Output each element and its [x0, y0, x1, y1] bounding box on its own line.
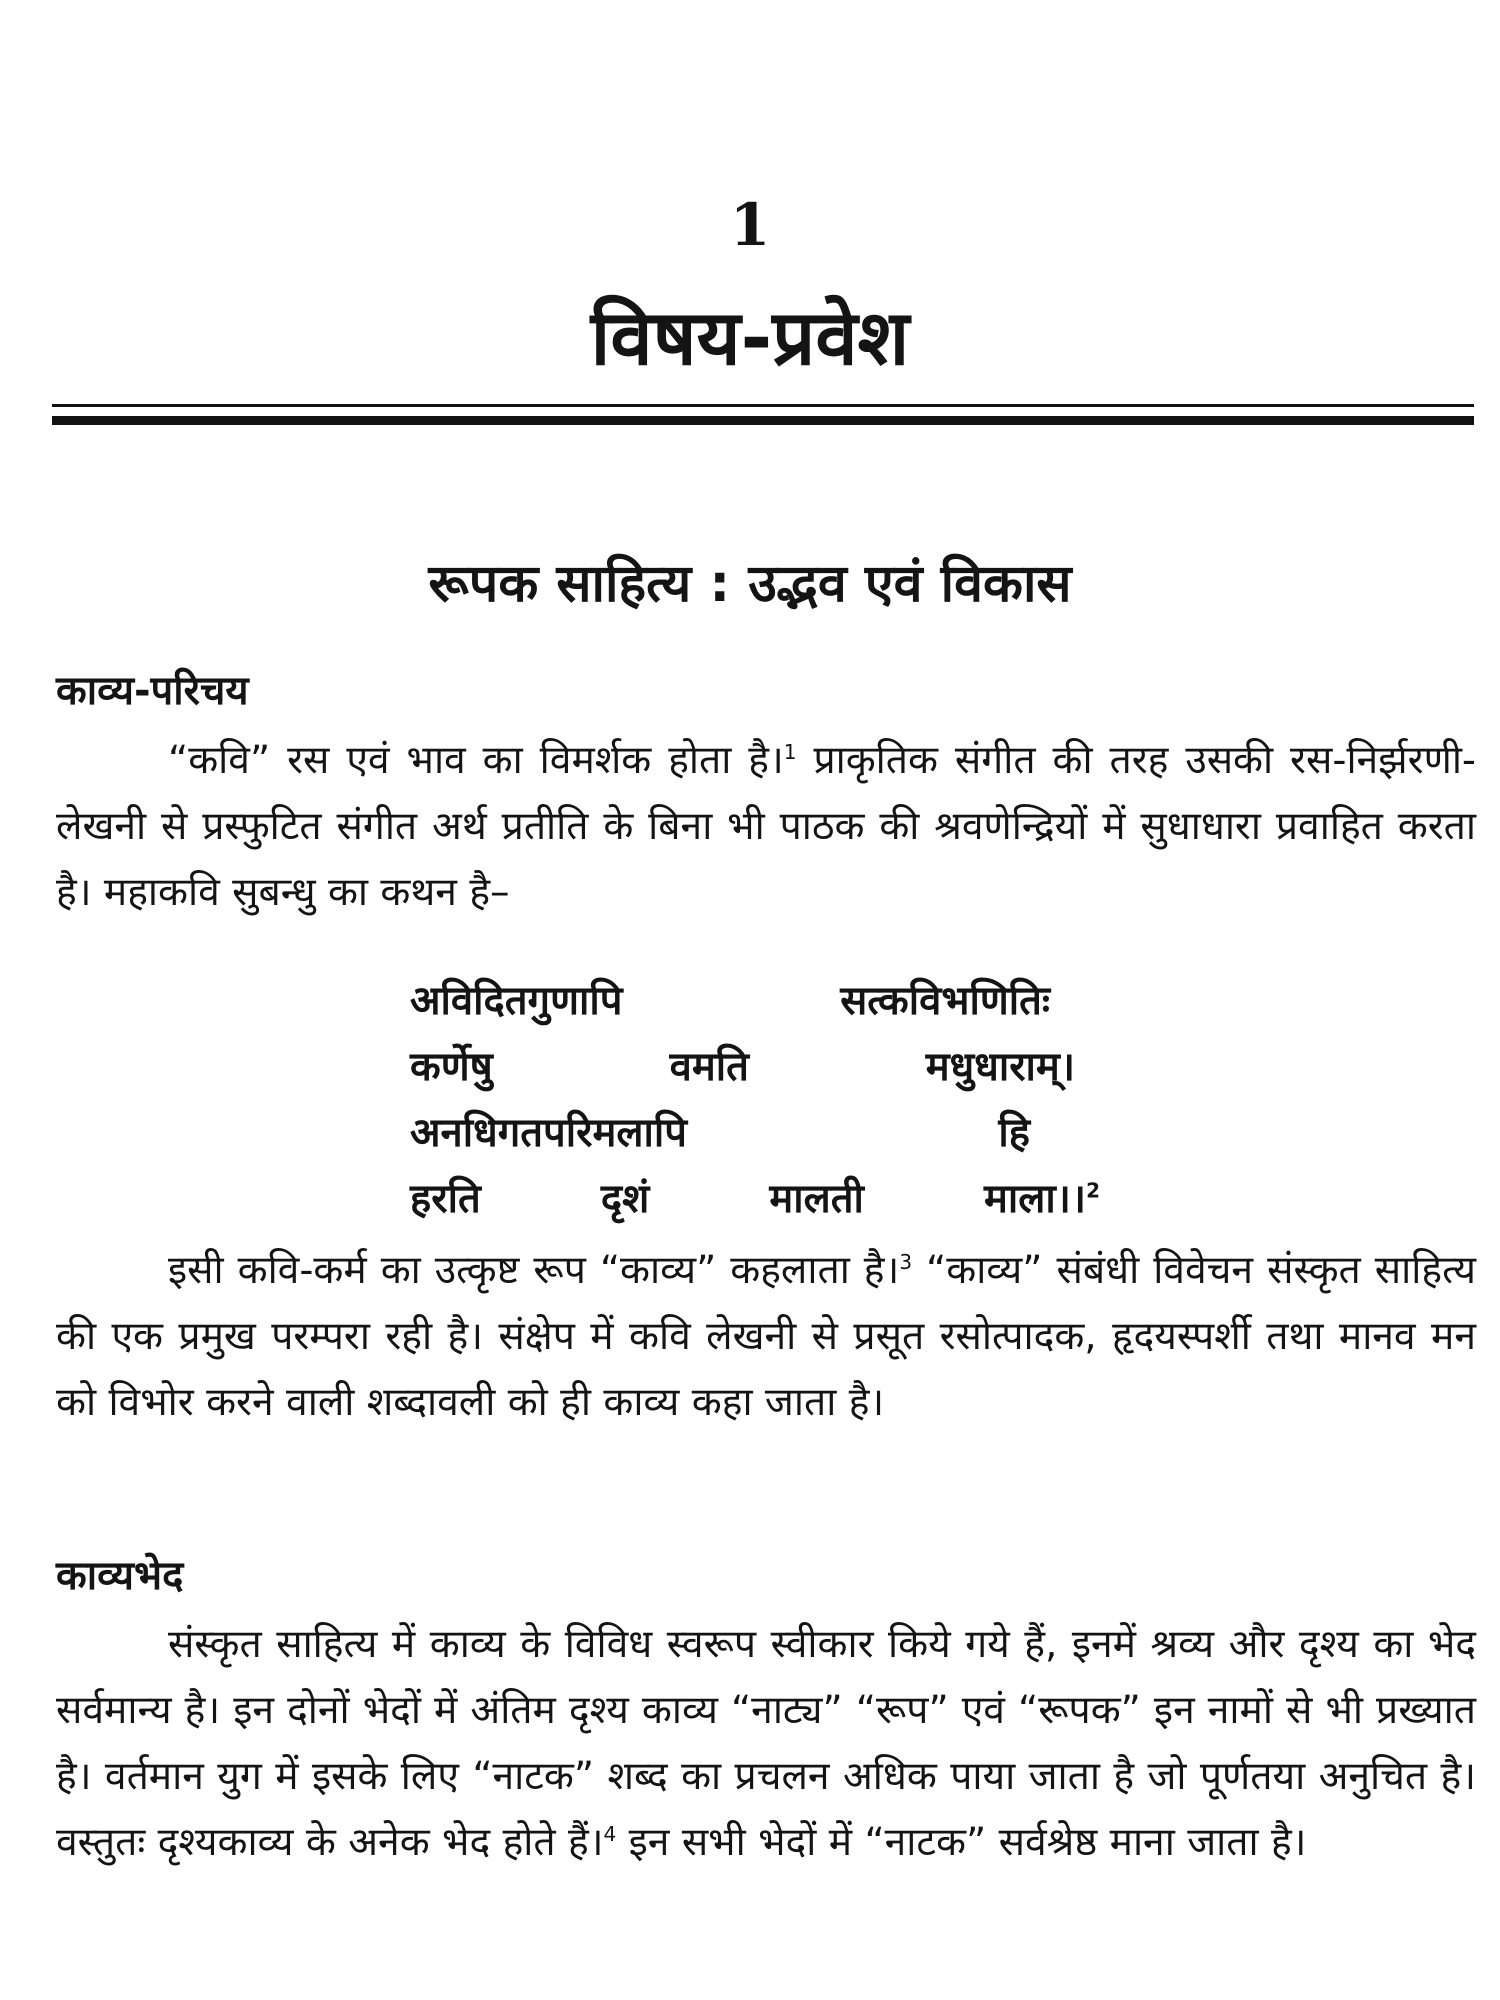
- footnote-ref: 4: [603, 1822, 617, 1846]
- paragraph-text: “काव्य” संबंधी विवेचन संस्कृत साहित्य की एक प्रमुख परम्परा रही है। संक्षेप में कवि लेखनी से प्रसूत रसोत्पादक, हृदयस्पर्शी तथा मानव मन को विभोर करने वाली शब्दावली को ही काव्य कहा जाता है।: [56, 1248, 1476, 1425]
- paragraph-text: इसी कवि-कर्म का उत्कृष्ट रूप “काव्य” कहलाता है।: [168, 1248, 900, 1293]
- footnote-ref: 1: [783, 740, 797, 764]
- verse-word: मालती: [769, 1176, 864, 1222]
- title-rule-thin: [52, 404, 1474, 407]
- verse-word: हि: [998, 1110, 1030, 1156]
- footnote-ref: 3: [899, 1250, 913, 1274]
- paragraph-text: संस्कृत साहित्य में काव्य के विविध स्वरूप स्वीकार किये गये हैं, इनमें श्रव्य और दृश्य का भेद सर्वमान्य है। इन दोनों भेदों में अंतिम दृश्य काव्य “नाट्य” “रूप” एवं “रूपक” इन नामों से भी प्रख्यात है। वर्तमान युग में इसके लिए “नाटक” शब्द का प्रचलन अधिक पाया जाता है जो पूर्णतया अनुचित है। वस्तुतः दृश्यकाव्य के अनेक भेद होते हैं।: [56, 1622, 1476, 1865]
- section-title: रूपक साहित्य : उद्भव एवं विकास: [428, 554, 1072, 614]
- paragraph-text: प्राकृतिक संगीत की तरह उसकी रस-निर्झरणी-लेखनी से प्रस्फुटित संगीत अर्थ प्रतीति के बिना भी पाठक की श्रवणेन्द्रियों में सुधाधारा प्रवाहित करता है। महाकवि सुबन्धु का कथन है–: [56, 738, 1476, 915]
- verse-word: [984, 1166, 1100, 1232]
- verse-word: अविदितगुणापि: [410, 978, 623, 1024]
- footnote-ref: 2: [1086, 1178, 1100, 1203]
- chapter-number: 1: [729, 191, 771, 259]
- verse-word: माला।।: [983, 1176, 1087, 1222]
- verse-word: अनधिगतपरिमलापि: [410, 1110, 687, 1156]
- verse-line: [410, 1166, 1100, 1232]
- verse-line: [410, 1100, 1030, 1166]
- verse-word: हरति: [410, 1176, 481, 1222]
- paragraph-kavya-definition: [56, 1238, 1476, 1436]
- paragraph-text: इन सभी भेदों में “नाटक” सर्वश्रेष्ठ माना जाता है।: [616, 1820, 1307, 1865]
- verse-line: [410, 1034, 1075, 1100]
- paragraph-text: “कवि” रस एवं भाव का विमर्शक होता है।: [168, 738, 784, 783]
- verse-block: [410, 968, 1100, 1232]
- verse-word: मधुधाराम्।: [925, 1044, 1075, 1090]
- paragraph-kavya-intro: [56, 728, 1476, 926]
- verse-word: कर्णेषु: [410, 1044, 493, 1090]
- verse-word: वमति: [669, 1044, 749, 1090]
- verse-word: दृशं: [600, 1176, 650, 1222]
- subsection-heading-kavyabhed: काव्यभेद: [56, 1553, 184, 1599]
- subsection-heading-kavya-parichay: काव्य-परिचय: [56, 668, 249, 714]
- paragraph-kavyabhed: [56, 1612, 1476, 1876]
- title-rule-thick: [52, 416, 1474, 425]
- verse-line: [410, 968, 1050, 1034]
- chapter-title: विषय-प्रवेश: [590, 293, 910, 382]
- verse-word: सत्कविभणितिः: [840, 978, 1050, 1024]
